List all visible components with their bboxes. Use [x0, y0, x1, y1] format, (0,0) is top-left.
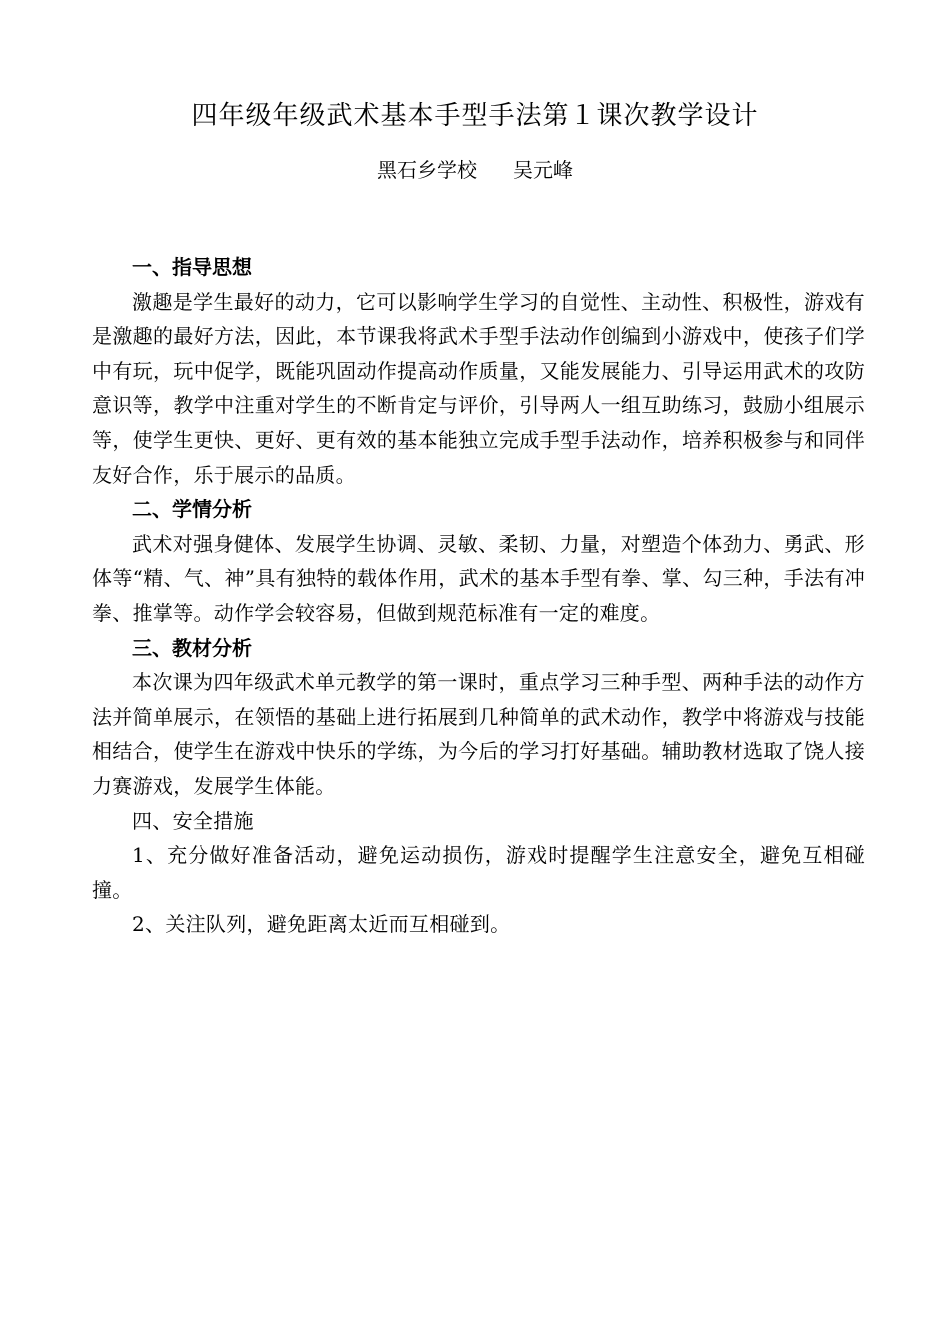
- section-heading-student-analysis: 二、学情分析: [132, 497, 252, 522]
- document-body: [92, 250, 865, 942]
- section-heading-guiding-ideology: 一、指导思想: [132, 255, 252, 279]
- author-school: 黑石乡学校: [377, 158, 477, 182]
- section-paragraph: 武术对强身健体、发展学生协调、灵敏、柔韧、力量，对塑造个体劲力、勇武、形体等“精、气、神”具有独特的载体作用，武术的基本手型有拳、掌、勾三种，手法有冲拳、推掌等。动作学会较容易，但做到规范标准有一定的难度。: [92, 531, 865, 625]
- author-name: 吴元峰: [513, 158, 573, 182]
- page-title: 四年级年级武术基本手型手法第１课次教学设计: [191, 101, 759, 131]
- safety-item-2: 2、关注队列，避免距离太近而互相碰到。: [132, 912, 511, 937]
- section-heading-safety-measures: 四、安全措施: [132, 808, 254, 833]
- section-heading-material-analysis: 三、教材分析: [132, 635, 252, 660]
- section-paragraph: 激趣是学生最好的动力，它可以影响学生学习的自觉性、主动性、积极性，游戏有是激趣的最好方法，因此，本节课我将武术手型手法动作创编到小游戏中，使孩子们学中有玩，玩中促学，既能巩固动作提高动作质量，又能发展能力、引导运用武术的攻防意识等，教学中注重对学生的不断肯定与评价，引导两人一组互助练习，鼓励小组展示等，使学生更快、更好、更有效的基本能独立完成手型手法动作，培养积极参与和同伴友好合作，乐于展示的品质。: [92, 289, 865, 487]
- section-paragraph: 本次课为四年级武术单元教学的第一课时，重点学习三种手型、两种手法的动作方法并简单展示，在领悟的基础上进行拓展到几种简单的武术动作，教学中将游戏与技能相结合，使学生在游戏中快乐的学练，为今后的学习打好基础。辅助教材选取了饶人接力赛游戏，发展学生体能。: [92, 670, 865, 798]
- author-line: [0, 156, 950, 184]
- safety-item-1: 1、充分做好准备活动，避免运动损伤，游戏时提醒学生注意安全，避免互相碰撞。: [92, 843, 865, 902]
